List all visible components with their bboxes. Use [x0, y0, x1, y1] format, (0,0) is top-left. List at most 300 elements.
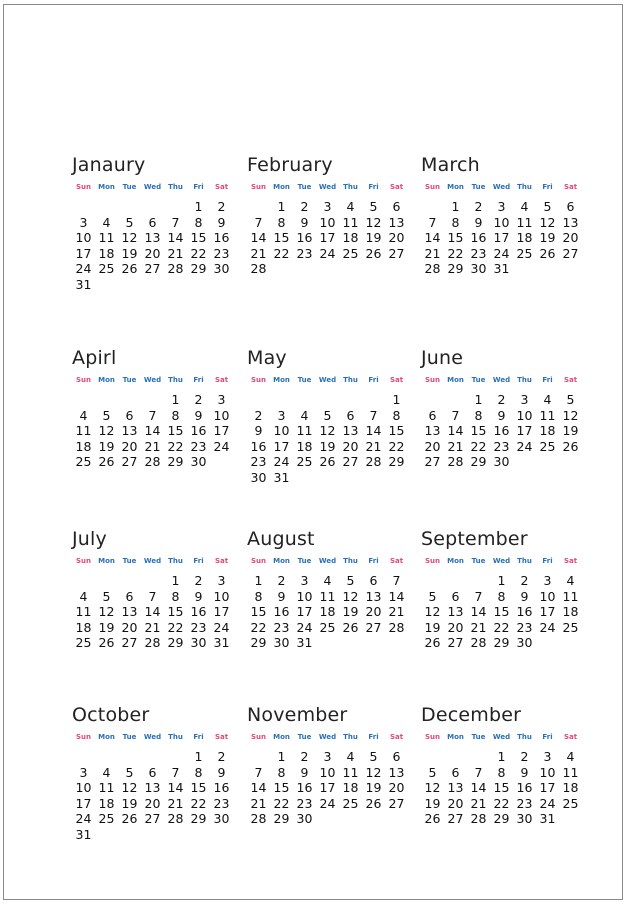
day-cell: 3: [79, 764, 88, 780]
weekday-label: Mon: [273, 376, 290, 384]
weekday-header: [247, 182, 405, 192]
day-cell: 4: [102, 214, 111, 230]
day-cell: 2: [497, 392, 506, 407]
empty-cell: [72, 199, 95, 215]
day-cell: 3: [323, 749, 332, 764]
day-cell: 5: [346, 573, 355, 588]
day-grid: [247, 573, 405, 651]
empty-cell: [141, 392, 164, 408]
day-cell: 25: [319, 619, 336, 635]
weekday-label: Thu: [343, 733, 358, 741]
weekday-label: Thu: [517, 376, 532, 384]
day-cell: 30: [296, 811, 313, 826]
weekday-header: [421, 732, 579, 742]
weekday-label: Fri: [542, 376, 553, 384]
day-cell: 16: [296, 230, 313, 245]
weekday-label: Thu: [168, 733, 183, 741]
weekday-label: Fri: [542, 557, 553, 565]
empty-cell: [444, 749, 467, 765]
empty-cell: [95, 573, 118, 589]
weekday-label: Tue: [297, 557, 312, 565]
day-cell: 10: [493, 214, 510, 230]
day-cell: 5: [428, 764, 437, 780]
day-cell: 15: [167, 604, 184, 619]
day-cell: 19: [365, 230, 382, 245]
weekday-label: Mon: [98, 376, 115, 384]
day-grid: [72, 392, 230, 470]
day-cell: 30: [250, 469, 267, 485]
day-cell: 22: [388, 438, 405, 454]
weekday-label: Thu: [517, 557, 532, 565]
weekday-label: Fri: [193, 376, 204, 384]
day-cell: 27: [447, 635, 464, 650]
day-cell: 9: [474, 214, 483, 230]
weekday-header: [72, 375, 230, 385]
day-cell: 16: [213, 780, 230, 795]
day-cell: 1: [277, 199, 286, 214]
day-cell: 19: [562, 423, 579, 438]
day-cell: 22: [493, 795, 510, 811]
empty-cell: [421, 199, 444, 215]
weekday-label: Thu: [168, 183, 183, 191]
day-cell: 1: [277, 749, 286, 764]
day-cell: 27: [424, 454, 441, 469]
day-cell: 24: [493, 245, 510, 261]
day-cell: 11: [539, 407, 556, 423]
day-cell: 14: [365, 423, 382, 438]
day-cell: 12: [121, 230, 138, 245]
day-cell: 23: [213, 245, 230, 261]
day-cell: 7: [254, 764, 263, 780]
weekday-label: Sun: [250, 733, 266, 741]
day-cell: 28: [470, 811, 487, 826]
day-cell: 26: [121, 811, 138, 826]
empty-cell: [421, 749, 444, 765]
day-grid: [421, 199, 579, 277]
day-cell: 17: [319, 230, 336, 245]
day-cell: 5: [323, 407, 332, 423]
weekday-label: Sun: [424, 183, 440, 191]
day-cell: 18: [296, 438, 313, 454]
weekday-label: Sun: [250, 376, 266, 384]
day-cell: 7: [148, 588, 157, 604]
day-cell: 31: [75, 276, 92, 292]
day-cell: 27: [388, 795, 405, 811]
weekday-label: Sat: [214, 557, 229, 565]
day-cell: 8: [451, 214, 460, 230]
day-cell: 24: [213, 438, 230, 454]
day-cell: 6: [392, 199, 401, 214]
month-block: [72, 346, 230, 470]
day-cell: 29: [250, 635, 267, 650]
day-cell: 19: [98, 438, 115, 454]
day-cell: 9: [254, 423, 263, 438]
day-cell: 15: [493, 780, 510, 795]
weekday-label: Thu: [343, 376, 358, 384]
day-cell: 12: [562, 407, 579, 423]
day-cell: 24: [75, 261, 92, 276]
weekday-header: [72, 556, 230, 566]
day-cell: 7: [474, 588, 483, 604]
day-cell: 6: [125, 407, 134, 423]
day-cell: 19: [319, 438, 336, 454]
weekday-header: [247, 732, 405, 742]
day-cell: 14: [470, 780, 487, 795]
day-cell: 22: [470, 438, 487, 454]
weekday-label: Fri: [368, 376, 379, 384]
day-cell: 23: [250, 454, 267, 469]
day-cell: 18: [75, 619, 92, 635]
day-cell: 28: [424, 261, 441, 276]
day-cell: 14: [144, 604, 161, 619]
day-cell: 31: [296, 635, 313, 650]
day-cell: 4: [520, 199, 529, 214]
day-cell: 5: [369, 199, 378, 214]
day-cell: 23: [190, 438, 207, 454]
day-cell: 22: [167, 619, 184, 635]
day-cell: 18: [75, 438, 92, 454]
day-grid: [72, 199, 230, 292]
day-cell: 8: [171, 407, 180, 423]
day-cell: 6: [451, 588, 460, 604]
weekday-label: Wed: [318, 557, 337, 565]
empty-cell: [293, 392, 316, 408]
day-cell: 24: [516, 438, 533, 454]
day-cell: 21: [470, 619, 487, 635]
weekday-header: [247, 556, 405, 566]
day-cell: 20: [562, 230, 579, 245]
day-cell: 24: [319, 795, 336, 811]
weekday-label: Mon: [273, 733, 290, 741]
day-cell: 29: [167, 635, 184, 650]
day-cell: 20: [388, 230, 405, 245]
day-cell: 5: [369, 749, 378, 764]
weekday-label: Tue: [471, 183, 486, 191]
day-cell: 29: [470, 454, 487, 469]
weekday-label: Sun: [424, 557, 440, 565]
day-cell: 9: [300, 214, 309, 230]
empty-cell: [444, 573, 467, 589]
day-cell: 11: [562, 588, 579, 604]
weekday-label: Wed: [143, 183, 162, 191]
day-cell: 30: [470, 261, 487, 276]
day-cell: 19: [98, 619, 115, 635]
day-cell: 16: [250, 438, 267, 454]
day-cell: 2: [300, 749, 309, 764]
day-cell: 11: [319, 588, 336, 604]
day-cell: 14: [424, 230, 441, 245]
weekday-header: [72, 732, 230, 742]
month-title: February: [247, 154, 333, 176]
day-cell: 3: [543, 749, 552, 764]
day-cell: 31: [273, 469, 290, 485]
day-cell: 18: [98, 795, 115, 811]
day-cell: 29: [273, 811, 290, 826]
calendar-page: [3, 4, 623, 900]
day-cell: 29: [447, 261, 464, 276]
day-cell: 26: [365, 245, 382, 261]
day-grid: [72, 573, 230, 651]
day-cell: 25: [296, 454, 313, 469]
weekday-label: Sat: [563, 376, 578, 384]
weekday-label: Sat: [214, 376, 229, 384]
day-cell: 10: [213, 407, 230, 423]
day-cell: 10: [319, 214, 336, 230]
day-cell: 26: [365, 795, 382, 811]
day-cell: 17: [319, 780, 336, 795]
empty-cell: [72, 392, 95, 408]
day-cell: 30: [493, 454, 510, 469]
day-cell: 4: [102, 764, 111, 780]
day-cell: 28: [250, 261, 267, 276]
day-cell: 20: [342, 438, 359, 454]
weekday-label: Tue: [122, 183, 137, 191]
day-cell: 9: [520, 588, 529, 604]
day-cell: 30: [516, 811, 533, 826]
day-cell: 17: [75, 245, 92, 261]
day-cell: 9: [217, 214, 226, 230]
day-cell: 17: [75, 795, 92, 811]
day-cell: 23: [470, 245, 487, 261]
day-grid: [247, 392, 405, 485]
day-cell: 4: [566, 573, 575, 588]
day-cell: 3: [543, 573, 552, 588]
weekday-label: Thu: [168, 376, 183, 384]
day-cell: 17: [213, 423, 230, 438]
day-cell: 21: [250, 245, 267, 261]
day-cell: 4: [323, 573, 332, 588]
day-cell: 26: [319, 454, 336, 469]
day-cell: 16: [516, 604, 533, 619]
month-block: [247, 527, 405, 651]
month-block: [247, 703, 405, 827]
day-cell: 3: [300, 573, 309, 588]
day-cell: 10: [319, 764, 336, 780]
day-cell: 15: [273, 780, 290, 795]
weekday-label: Fri: [542, 183, 553, 191]
day-cell: 2: [520, 573, 529, 588]
day-cell: 4: [79, 407, 88, 423]
weekday-label: Thu: [517, 733, 532, 741]
weekday-header: [421, 182, 579, 192]
day-cell: 21: [167, 795, 184, 811]
day-cell: 24: [539, 619, 556, 635]
day-cell: 25: [342, 795, 359, 811]
day-cell: 24: [75, 811, 92, 826]
day-cell: 2: [217, 749, 226, 764]
empty-cell: [247, 199, 270, 215]
day-cell: 15: [493, 604, 510, 619]
day-cell: 11: [296, 423, 313, 438]
day-cell: 8: [254, 588, 263, 604]
day-cell: 13: [388, 214, 405, 230]
month-block: [72, 527, 230, 651]
day-cell: 10: [213, 588, 230, 604]
day-cell: 3: [79, 214, 88, 230]
day-cell: 25: [539, 438, 556, 454]
day-grid: [247, 749, 405, 827]
day-cell: 1: [171, 392, 180, 407]
weekday-label: Sun: [75, 557, 91, 565]
day-cell: 16: [493, 423, 510, 438]
empty-cell: [141, 749, 164, 765]
weekday-label: Wed: [492, 183, 511, 191]
day-cell: 22: [190, 795, 207, 811]
weekday-label: Fri: [368, 557, 379, 565]
month-title: November: [247, 704, 348, 726]
weekday-label: Fri: [368, 183, 379, 191]
day-cell: 28: [470, 635, 487, 650]
weekday-label: Thu: [168, 557, 183, 565]
day-cell: 23: [493, 438, 510, 454]
empty-cell: [444, 392, 467, 408]
empty-cell: [270, 392, 293, 408]
weekday-label: Thu: [343, 557, 358, 565]
weekday-label: Sun: [424, 376, 440, 384]
day-grid: [421, 392, 579, 470]
day-cell: 22: [190, 245, 207, 261]
day-cell: 20: [144, 795, 161, 811]
day-cell: 2: [300, 199, 309, 214]
day-cell: 23: [516, 619, 533, 635]
empty-cell: [95, 199, 118, 215]
day-cell: 24: [319, 245, 336, 261]
month-title: Janaury: [72, 154, 146, 176]
day-cell: 18: [516, 230, 533, 245]
day-cell: 10: [273, 423, 290, 438]
day-cell: 19: [539, 230, 556, 245]
weekday-label: Wed: [318, 733, 337, 741]
day-cell: 26: [342, 619, 359, 635]
day-cell: 21: [388, 604, 405, 619]
day-cell: 17: [539, 780, 556, 795]
day-cell: 14: [144, 423, 161, 438]
day-cell: 18: [98, 245, 115, 261]
day-cell: 28: [250, 811, 267, 826]
empty-cell: [467, 749, 490, 765]
weekday-label: Mon: [447, 376, 464, 384]
day-cell: 6: [392, 749, 401, 764]
day-cell: 13: [121, 604, 138, 619]
empty-cell: [141, 573, 164, 589]
day-cell: 19: [424, 795, 441, 811]
month-block: [72, 153, 230, 292]
day-cell: 23: [190, 619, 207, 635]
day-cell: 29: [190, 811, 207, 826]
day-cell: 26: [98, 635, 115, 650]
day-cell: 25: [75, 454, 92, 469]
day-cell: 12: [424, 780, 441, 795]
day-cell: 11: [75, 423, 92, 438]
day-cell: 30: [213, 811, 230, 826]
day-cell: 5: [102, 407, 111, 423]
day-cell: 20: [388, 780, 405, 795]
day-cell: 1: [194, 199, 203, 214]
weekday-header: [72, 182, 230, 192]
day-cell: 2: [194, 573, 203, 588]
day-cell: 13: [342, 423, 359, 438]
weekday-label: Tue: [122, 557, 137, 565]
day-cell: 12: [365, 214, 382, 230]
day-cell: 3: [323, 199, 332, 214]
day-cell: 8: [194, 214, 203, 230]
day-cell: 23: [296, 795, 313, 811]
day-cell: 20: [447, 795, 464, 811]
day-cell: 7: [392, 573, 401, 588]
weekday-label: Tue: [471, 557, 486, 565]
day-cell: 18: [539, 423, 556, 438]
day-cell: 21: [167, 245, 184, 261]
day-cell: 17: [539, 604, 556, 619]
empty-cell: [247, 392, 270, 408]
day-cell: 27: [388, 245, 405, 261]
day-cell: 11: [342, 764, 359, 780]
empty-cell: [118, 392, 141, 408]
day-cell: 8: [497, 764, 506, 780]
day-cell: 22: [273, 795, 290, 811]
day-cell: 3: [217, 573, 226, 588]
empty-cell: [72, 749, 95, 765]
month-title: July: [72, 528, 107, 550]
day-cell: 16: [190, 604, 207, 619]
day-cell: 24: [273, 454, 290, 469]
day-cell: 30: [190, 635, 207, 650]
day-cell: 11: [98, 230, 115, 245]
day-cell: 27: [447, 811, 464, 826]
day-cell: 16: [273, 604, 290, 619]
day-cell: 2: [520, 749, 529, 764]
day-cell: 6: [148, 764, 157, 780]
day-cell: 19: [121, 245, 138, 261]
day-cell: 13: [447, 780, 464, 795]
day-cell: 25: [98, 811, 115, 826]
day-cell: 12: [98, 423, 115, 438]
day-cell: 14: [447, 423, 464, 438]
day-cell: 15: [470, 423, 487, 438]
day-cell: 22: [167, 438, 184, 454]
day-cell: 7: [171, 764, 180, 780]
day-cell: 2: [194, 392, 203, 407]
day-cell: 5: [102, 588, 111, 604]
day-cell: 22: [447, 245, 464, 261]
weekday-label: Mon: [447, 733, 464, 741]
day-cell: 17: [296, 604, 313, 619]
day-cell: 9: [300, 764, 309, 780]
weekday-label: Wed: [143, 376, 162, 384]
day-cell: 23: [296, 245, 313, 261]
day-cell: 17: [273, 438, 290, 454]
day-cell: 4: [300, 407, 309, 423]
day-cell: 9: [194, 588, 203, 604]
day-cell: 18: [319, 604, 336, 619]
month-title: May: [247, 347, 287, 369]
day-cell: 16: [213, 230, 230, 245]
empty-cell: [118, 573, 141, 589]
day-cell: 22: [250, 619, 267, 635]
weekday-label: Tue: [122, 733, 137, 741]
day-cell: 9: [194, 407, 203, 423]
day-cell: 7: [369, 407, 378, 423]
day-cell: 16: [190, 423, 207, 438]
day-cell: 17: [213, 604, 230, 619]
day-cell: 26: [98, 454, 115, 469]
day-cell: 27: [144, 811, 161, 826]
day-cell: 18: [342, 780, 359, 795]
day-cell: 14: [250, 230, 267, 245]
day-cell: 8: [171, 588, 180, 604]
day-cell: 13: [388, 764, 405, 780]
weekday-label: Fri: [193, 733, 204, 741]
